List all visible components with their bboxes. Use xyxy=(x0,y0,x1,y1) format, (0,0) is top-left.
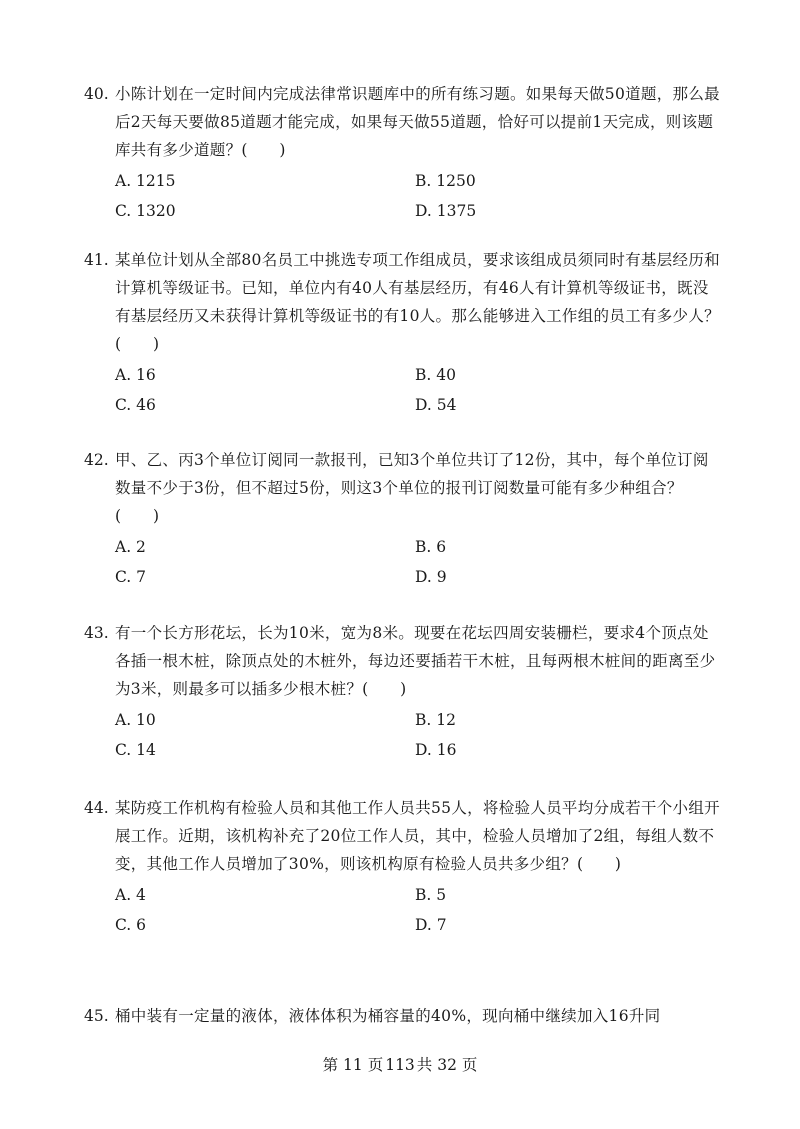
total-pages-label: 共 32 页 xyxy=(416,1056,478,1074)
option-b: B. 12 xyxy=(415,711,456,729)
option-b: B. 5 xyxy=(415,886,447,904)
question-42 xyxy=(84,446,724,592)
option-d: D. 7 xyxy=(415,916,447,934)
page-number-label: 第 11 页 xyxy=(322,1056,384,1074)
question-number: 41. xyxy=(84,251,109,269)
question-number: 40. xyxy=(84,85,109,103)
option-list xyxy=(115,360,724,420)
option-a: A. 2 xyxy=(115,538,146,556)
option-list xyxy=(115,705,724,765)
option-a: A. 1215 xyxy=(115,172,176,190)
option-list xyxy=(115,880,724,940)
option-c: C. 7 xyxy=(115,568,147,586)
question-number: 43. xyxy=(84,624,109,642)
option-a: A. 4 xyxy=(115,886,146,904)
question-text: 桶中装有一定量的液体，液体体积为桶容量的40%，现向桶中继续加入16升同 xyxy=(115,1007,661,1025)
question-number: 42. xyxy=(84,451,109,469)
question-45 xyxy=(84,1002,724,1030)
question-text: 某防疫工作机构有检验人员和其他工作人员共55人，将检验人员平均分成若干个小组开展工作。近期，该机构补充了20位工作人员，其中，检验人员增加了2组，每组人数不变，其他工作人员增加了30%，则该机构原有检验人员共多少组？( ) xyxy=(115,799,720,873)
option-list xyxy=(115,166,724,226)
option-d: D. 16 xyxy=(415,741,457,759)
question-text: 有一个长方形花坛，长为10米，宽为8米。现要在花坛四周安装栅栏，要求4个顶点处各插一根木桩，除顶点处的木桩外，每边还要插若干木桩，且每两根木桩间的距离至少为3米，则最多可以插多少根木桩？( ) xyxy=(115,624,716,698)
option-a: A. 10 xyxy=(115,711,156,729)
question-43 xyxy=(84,619,724,765)
page-footer xyxy=(0,1052,800,1078)
option-d: D. 54 xyxy=(415,396,457,414)
question-text: 甲、乙、丙3个单位订阅同一款报刊，已知3个单位共订了12份，其中，每个单位订阅数量不少于3份，但不超过5份，则这3个单位的报刊订阅数量可能有多少种组合？( ) xyxy=(115,451,709,525)
option-c: C. 46 xyxy=(115,396,156,414)
option-a: A. 16 xyxy=(115,366,156,384)
option-c: C. 1320 xyxy=(115,202,176,220)
option-b: B. 1250 xyxy=(415,172,476,190)
option-b: B. 6 xyxy=(415,538,447,556)
option-c: C. 6 xyxy=(115,916,147,934)
question-text: 小陈计划在一定时间内完成法律常识题库中的所有练习题。如果每天做50道题，那么最后2天每天要做85道题才能完成，如果每天做55道题，恰好可以提前1天完成，则该题库共有多少道题？( ) xyxy=(115,85,720,159)
question-number: 44. xyxy=(84,799,109,817)
option-d: D. 1375 xyxy=(415,202,477,220)
option-d: D. 9 xyxy=(415,568,447,586)
question-text: 某单位计划从全部80名员工中挑选专项工作组成员，要求该组成员须同时有基层经历和计算机等级证书。已知，单位内有40人有基层经历，有46人有计算机等级证书，既没有基层经历又未获得计算机等级证书的有10人。那么能够进入工作组的员工有多少人？( ) xyxy=(115,251,720,353)
option-c: C. 14 xyxy=(115,741,156,759)
question-number: 45. xyxy=(84,1007,109,1025)
question-41 xyxy=(84,246,724,420)
question-44 xyxy=(84,794,724,940)
question-40 xyxy=(84,80,724,226)
option-b: B. 40 xyxy=(415,366,456,384)
option-list xyxy=(115,532,724,592)
handwritten-page-number: 113 xyxy=(385,1056,415,1074)
